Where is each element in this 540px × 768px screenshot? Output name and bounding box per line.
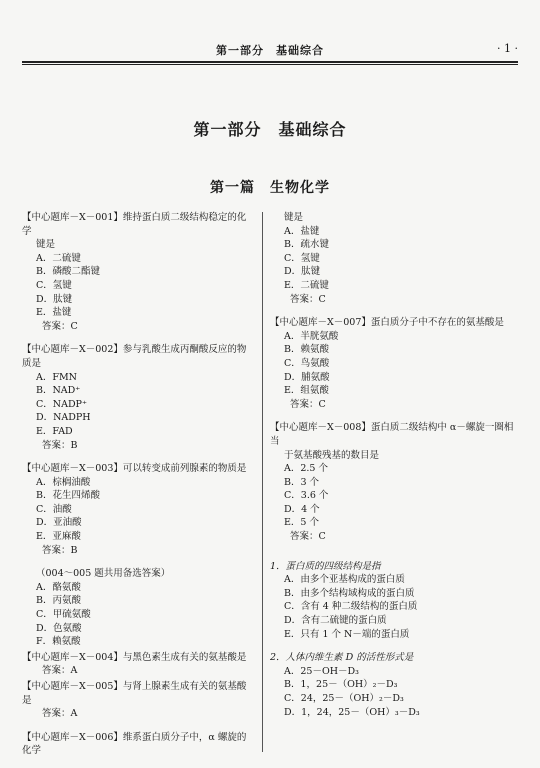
column-divider xyxy=(262,212,263,752)
answer: 答案：A xyxy=(42,665,78,677)
running-header xyxy=(22,38,518,58)
option: D．1，24，25－（OH）₃－D₃ xyxy=(284,706,420,718)
shared-options-block xyxy=(22,567,252,649)
option: D．色氨酸 xyxy=(36,622,82,634)
option: A．二硫键 xyxy=(36,252,81,264)
option: A．FMN xyxy=(36,371,77,383)
question-006-continued xyxy=(270,211,520,306)
option: E．亚麻酸 xyxy=(36,531,81,543)
question-001 xyxy=(22,211,252,333)
question-stem: 【中心题库－X－005】与肾上腺素生成有关的氨基酸是 xyxy=(22,681,247,706)
chapter-title: 第一篇 生物化学 xyxy=(210,180,330,196)
option: B．由多个结构域构成的蛋白质 xyxy=(284,587,415,599)
part-title: 第一部分 基础综合 xyxy=(193,120,347,139)
question-stem: 【中心题库－X－002】参与乳酸生成丙酮酸反应的物质是 xyxy=(22,344,247,369)
answer: 答案：B xyxy=(42,439,78,451)
option: C．鸟氨酸 xyxy=(284,357,330,369)
option: C．氢键 xyxy=(284,252,320,264)
right-column xyxy=(270,211,520,729)
option: E．FAD xyxy=(36,425,73,437)
question-stem: 【中心题库－X－008】蛋白质二级结构中 α－螺旋一圈相当 于氨基酸残基的数目是 xyxy=(270,422,514,461)
question-005 xyxy=(22,680,252,721)
question-s2 xyxy=(270,651,520,719)
page-number: · 1 · xyxy=(497,42,518,55)
option: B．赖氨酸 xyxy=(284,344,329,356)
option: A．2.5 个 xyxy=(284,463,328,475)
option: B．花生四烯酸 xyxy=(36,490,100,502)
option: D．4 个 xyxy=(284,503,320,515)
option: F．赖氨酸 xyxy=(36,636,81,648)
option: C．油酸 xyxy=(36,503,72,515)
answer: 答案：A xyxy=(42,708,78,720)
option: B．丙氨酸 xyxy=(36,595,81,607)
option: C．含有 4 种二级结构的蛋白质 xyxy=(284,601,418,613)
option: E．5 个 xyxy=(284,517,319,529)
question-003 xyxy=(22,462,252,557)
option: A．半胱氨酸 xyxy=(284,330,339,342)
option: D．含有二硫键的蛋白质 xyxy=(284,615,387,627)
question-stem: 1．蛋白质的四级结构是指 xyxy=(270,560,381,572)
question-stem: 【中心题库－X－003】可以转变成前列腺素的物质是 xyxy=(22,463,247,475)
option: D．亚油酸 xyxy=(36,517,82,529)
header-rule-thick xyxy=(22,61,518,63)
shared-options-note: （004～005 题共用备选答案） xyxy=(36,568,171,580)
option: C．NADP⁺ xyxy=(36,398,87,410)
question-006 xyxy=(22,731,252,758)
option: E．只有 1 个 N－端的蛋白质 xyxy=(284,628,410,640)
option: A．酪氨酸 xyxy=(36,581,81,593)
question-008 xyxy=(270,421,520,543)
running-title: 第一部分 基础综合 xyxy=(216,44,324,57)
question-stem: 键是 xyxy=(284,212,304,223)
option: B．磷酸二酯键 xyxy=(36,266,100,278)
answer: 答案：C xyxy=(290,293,326,305)
question-stem: 【中心题库－X－007】蛋白质分子中不存在的氨基酸是 xyxy=(270,317,504,329)
question-s1 xyxy=(270,560,520,642)
option: E．组氨酸 xyxy=(284,385,329,397)
question-stem: 2．人体内维生素 D 的活性形式是 xyxy=(270,652,414,664)
question-stem: 【中心题库－X－004】与黑色素生成有关的氨基酸是 xyxy=(22,651,247,663)
option: E．二硫键 xyxy=(284,279,329,291)
option: B．3 个 xyxy=(284,476,320,488)
option: D．NADPH xyxy=(36,412,91,424)
question-stem: 【中心题库－X－001】维持蛋白质二级结构稳定的化学 键是 xyxy=(22,212,247,251)
option: A．25－OH－D₃ xyxy=(284,665,359,677)
question-stem: 【中心题库－X－006】维系蛋白质分子中，α 螺旋的化学 xyxy=(22,731,247,757)
question-007 xyxy=(270,316,520,411)
question-004 xyxy=(22,651,252,678)
question-002 xyxy=(22,343,252,452)
option: B．NAD⁺ xyxy=(36,385,81,397)
option: A．由多个亚基构成的蛋白质 xyxy=(284,574,405,586)
option: D．肽键 xyxy=(36,293,73,305)
option: C．24，25－（OH）₂－D₃ xyxy=(284,693,404,704)
option: C．甲硫氨酸 xyxy=(36,609,91,621)
left-column xyxy=(22,211,252,768)
option: C．氢键 xyxy=(36,279,72,291)
answer: 答案：B xyxy=(42,544,78,556)
answer: 答案：C xyxy=(42,320,78,332)
option: A．棕榈油酸 xyxy=(36,476,91,488)
option: D．脯氨酸 xyxy=(284,371,330,383)
option: A．盐键 xyxy=(284,225,320,237)
option: E．盐键 xyxy=(36,307,72,319)
header-rule-thin xyxy=(22,64,518,65)
option: D．肽键 xyxy=(284,266,321,278)
answer: 答案：C xyxy=(290,398,326,410)
option: C．3.6 个 xyxy=(284,490,329,502)
answer: 答案：C xyxy=(290,531,326,543)
option: B．疏水键 xyxy=(284,239,329,251)
option: B．1，25－（OH）₂－D₃ xyxy=(284,679,398,691)
